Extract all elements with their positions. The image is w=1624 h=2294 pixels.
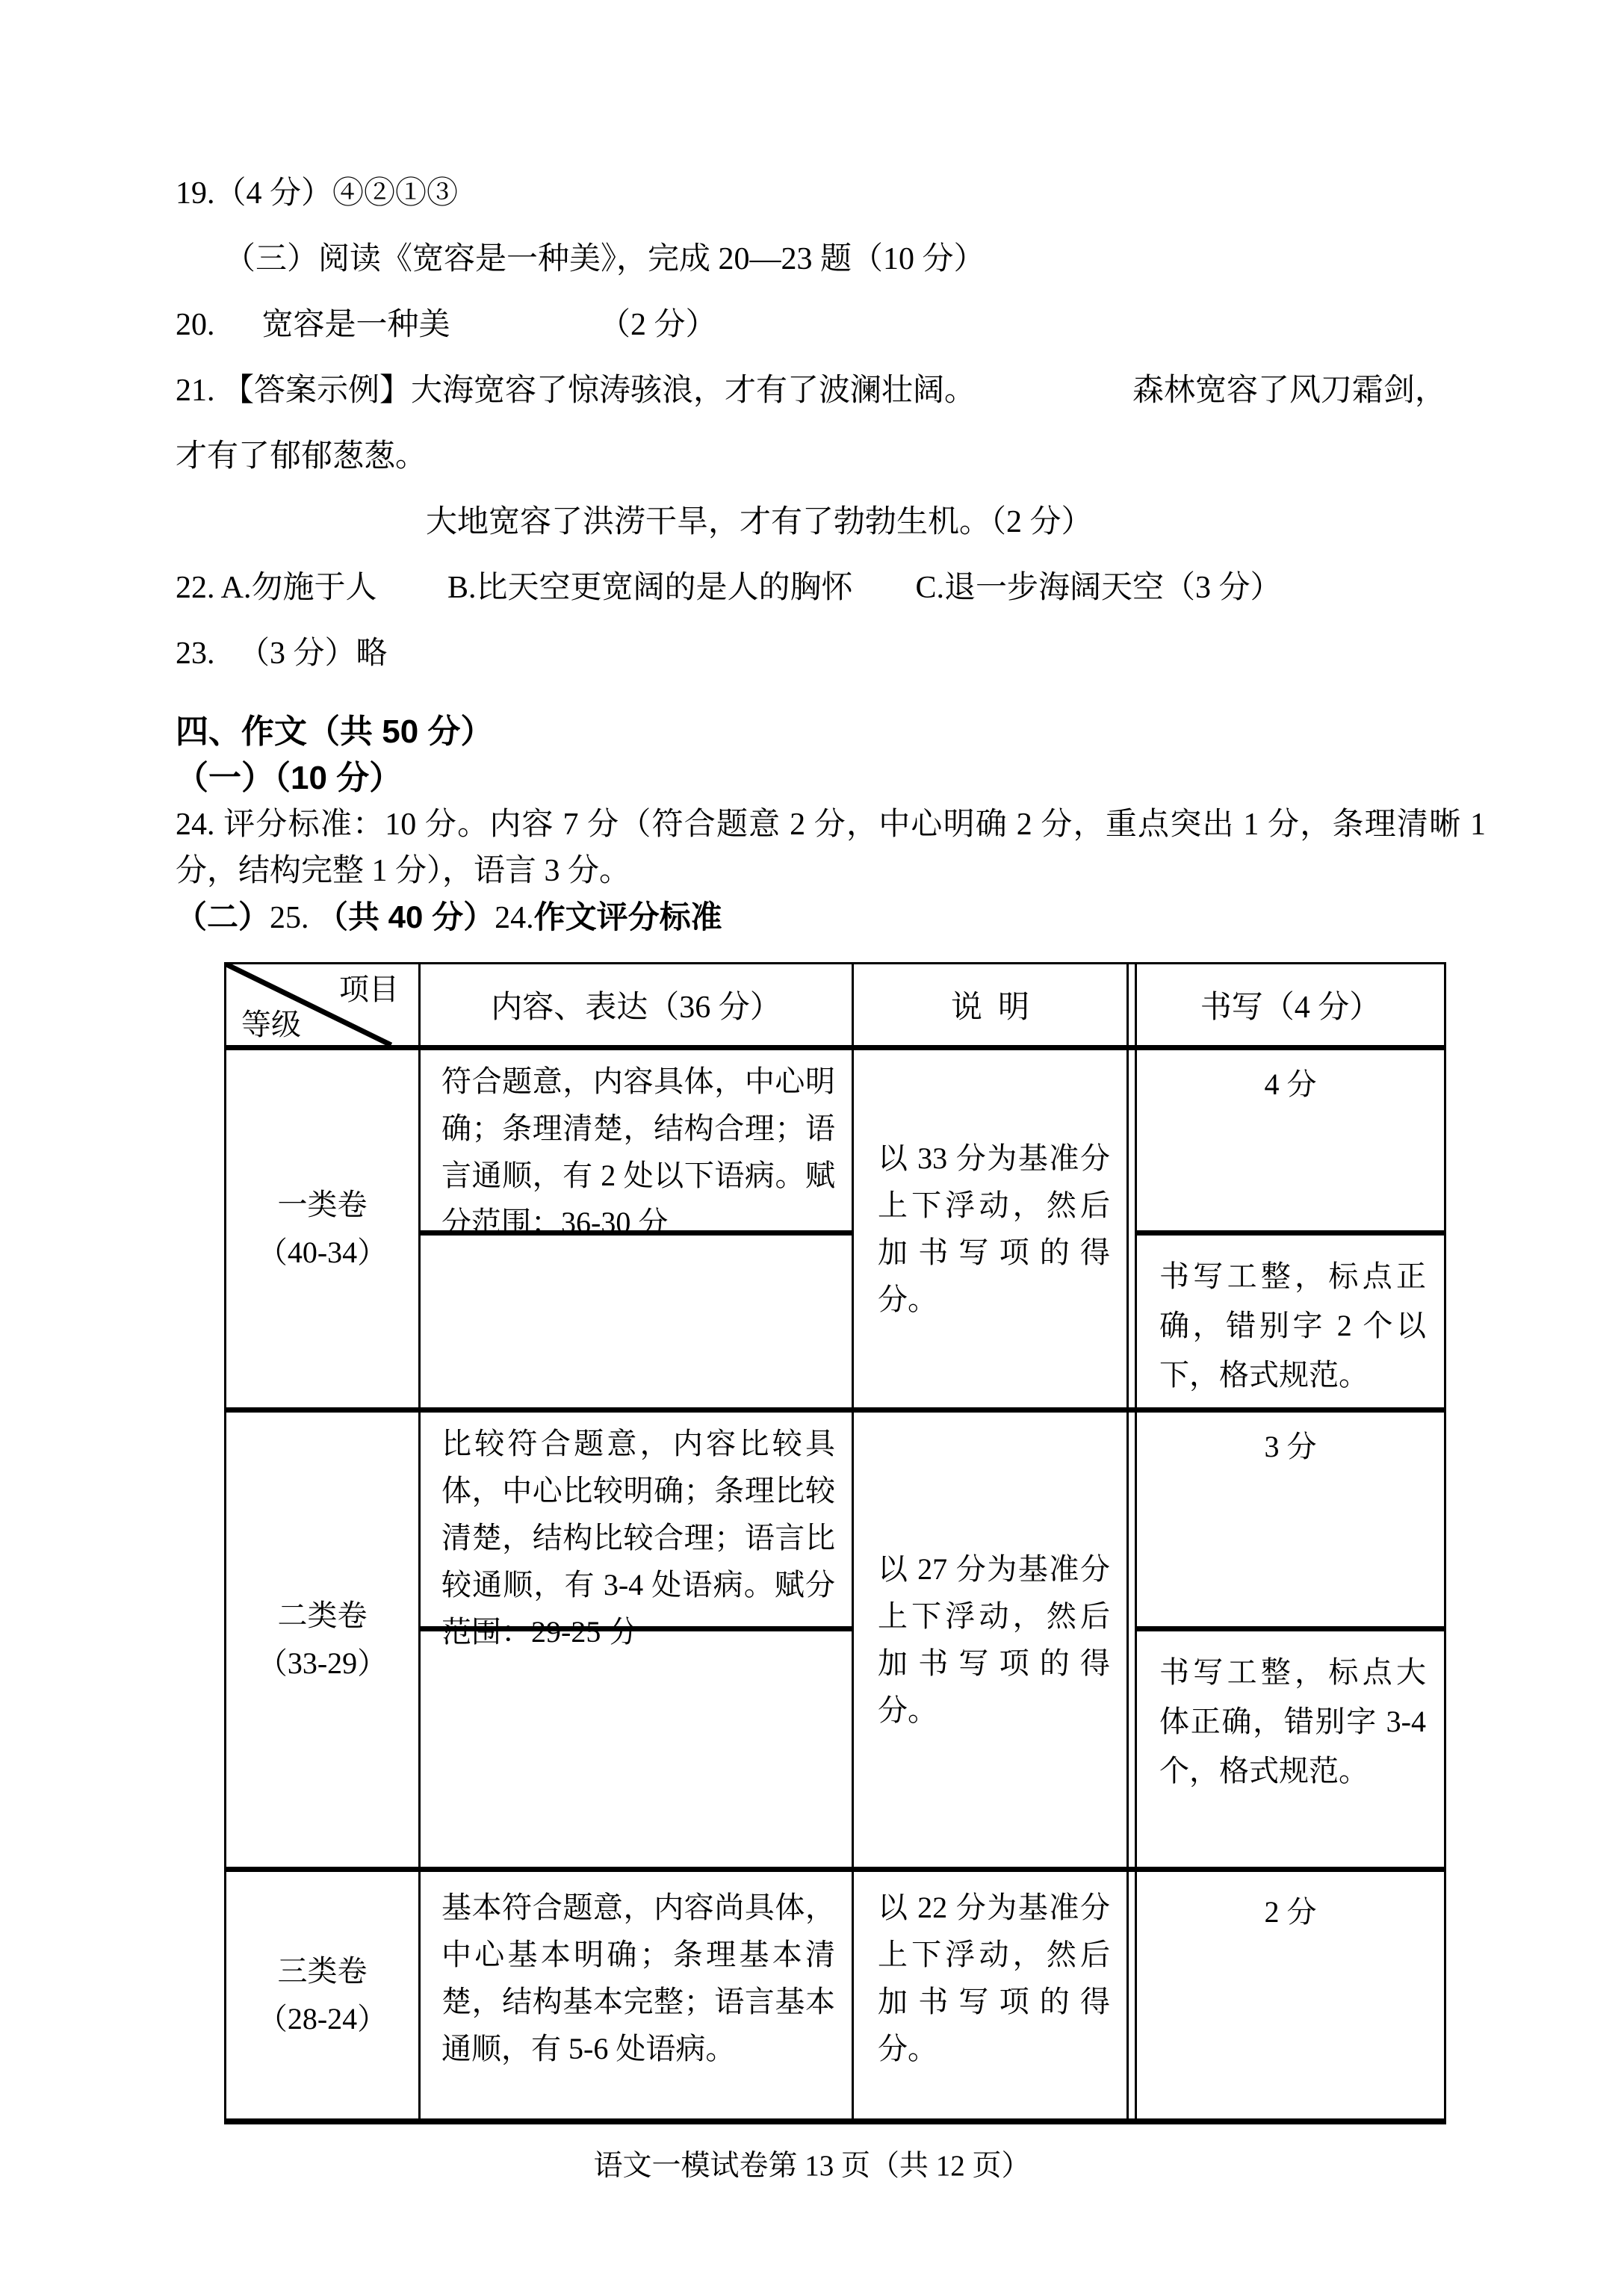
script-score-cell-1: 4 分: [1137, 1050, 1444, 1236]
part2-heading-seg3: （共 40 分）: [317, 899, 495, 934]
note-cell-2: 以 27 分为基准分上下浮动，然后加书写项的得分。: [854, 1413, 1126, 1872]
content-cell-2: 比较符合题意，内容比较具体，中心比较明确；条理比较清楚，结构比较合理；语言比较通顺，有 3-4 处语病。赋分范围：29-25 分: [421, 1413, 854, 1631]
part2-heading-seg1: （二）: [176, 899, 270, 934]
answer-21-line2: 才有了郁郁葱葱。: [176, 439, 427, 474]
header-script-column: 书写（4 分）: [1137, 964, 1444, 1050]
essay-scoring-table: [224, 962, 1446, 2124]
grade-3-name: 三类卷: [277, 1954, 368, 1988]
page-footer: 语文一模试卷第 13 页（共 12 页）: [593, 2150, 1031, 2182]
part2-heading-seg4: 24.: [495, 901, 534, 935]
script-desc-cell-1: 书写工整，标点正确，错别字 2 个以下，格式规范。: [1137, 1236, 1444, 1413]
header-corner-cell: [226, 964, 421, 1050]
script-score-cell-2: 3 分: [1137, 1413, 1444, 1631]
answer-21-line3: 大地宽容了洪涝干旱，才有了勃勃生机。（2 分）: [426, 505, 1093, 539]
grade-3-range: （28-24）: [257, 2002, 388, 2036]
note-cell-3: 以 22 分为基准分上下浮动，然后加书写项的得分。: [878, 1891, 1110, 2065]
content-cell-2-empty: [421, 1631, 854, 1872]
section4-heading: 四、作文（共 50 分）: [176, 713, 494, 750]
part2-heading-seg2: 25.: [270, 901, 317, 935]
grade-2-range: （33-29）: [257, 1646, 388, 1680]
part2-heading: [176, 894, 1486, 941]
grade-cell-1: [226, 1050, 421, 1413]
content-cell-1: 符合题意，内容具体，中心明确；条理清楚，结构合理；语言通顺，有 2 处以下语病。赋分范围：36-30 分: [421, 1050, 854, 1236]
section3-heading: （三）阅读《宽容是一种美》，完成 20—23 题（10 分）: [224, 242, 985, 276]
header-content-column: 内容、表达（36 分）: [421, 964, 854, 1050]
answer-21-line1: 21. 【答案示例】大海宽容了惊涛骇浪，才有了波澜壮阔。 森林宽容了风刀霜剑，: [176, 373, 1447, 408]
part2-heading-seg5: 作文评分标准: [533, 899, 722, 934]
answer-22: 22. A.勿施于人 B.比天空更宽阔的是人的胸怀 C.退一步海阔天空（3 分）: [176, 571, 1282, 605]
grade-1-name: 一类卷: [277, 1188, 368, 1221]
answer-24-criteria: 24. 评分标准：10 分。内容 7 分（符合题意 2 分，中心明确 2 分，重点突出 1 分，条理清晰 1 分，结构完整 1 分），语言 3 分。: [176, 807, 1494, 888]
header-note-column: 说 明: [854, 964, 1126, 1050]
grade-1-range: （40-34）: [257, 1236, 388, 1269]
double-rule-divider: [1126, 1413, 1137, 1872]
script-desc-cell-2: 书写工整，标点大体正确，错别字 3-4 个，格式规范。: [1137, 1631, 1444, 1872]
grade-cell-3: [226, 1872, 421, 2118]
double-rule-divider: [1126, 1872, 1137, 2118]
double-rule-divider: [1126, 1050, 1137, 1413]
content-cell-3: 基本符合题意，内容尚具体，中心基本明确；条理基本清楚，结构基本完整；语言基本通顺，有 5-6 处语病。: [421, 1872, 854, 2118]
answer-23: 23. （3 分）略: [176, 636, 388, 671]
answer-19: 19.（4 分）④②①③: [176, 176, 459, 211]
grade-cell-2: [226, 1413, 421, 1872]
grade-2-name: 二类卷: [277, 1599, 368, 1632]
answer-20: 20. 宽容是一种美 （2 分）: [176, 308, 717, 342]
content-cell-1-empty: [421, 1236, 854, 1413]
section4-part1-heading: （一）（10 分）: [176, 760, 403, 796]
header-corner-grade-label: 等级: [241, 1008, 301, 1041]
note-cell-1: 以 33 分为基准分上下浮动，然后加书写项的得分。: [854, 1050, 1126, 1413]
double-rule-divider: [1126, 964, 1137, 1050]
script-score-cell-3: 2 分: [1264, 1895, 1317, 1929]
header-corner-item-label: 项目: [339, 973, 399, 1006]
